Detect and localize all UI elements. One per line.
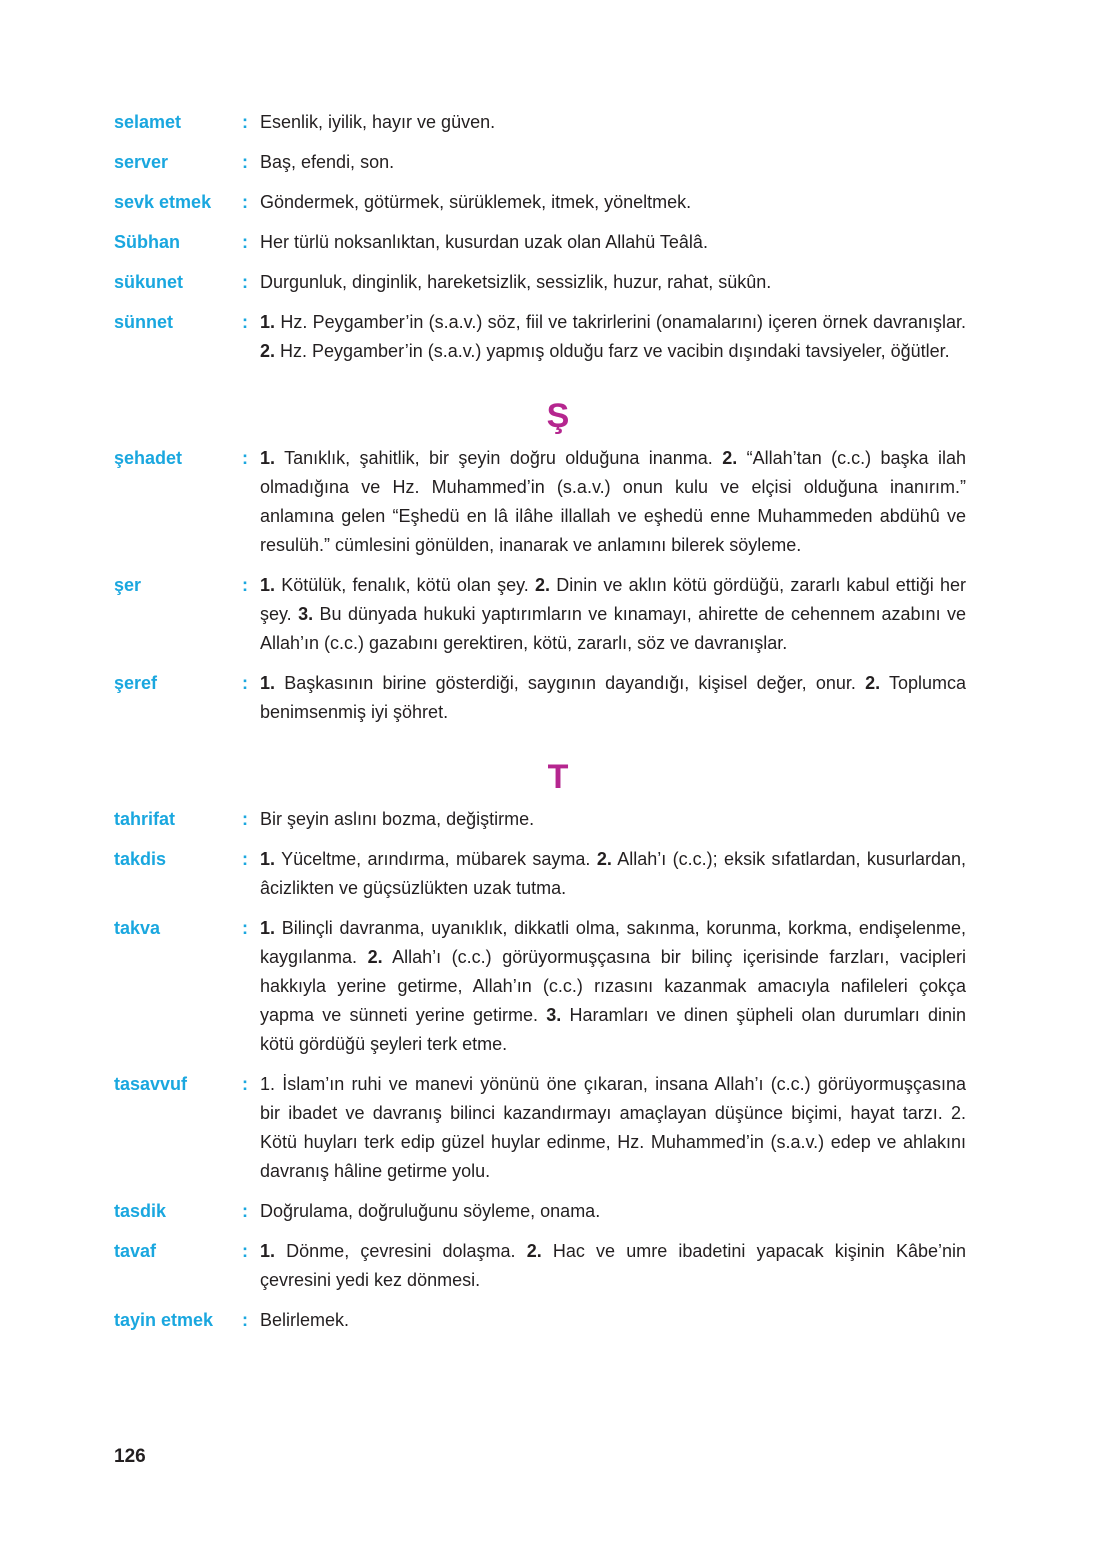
definition-text: Başkasının birine gösterdiği, saygının dayandığı, kişisel değer, onur. (275, 673, 866, 693)
definition-text: Yüceltme, arındırma, mübarek sayma. (275, 849, 597, 869)
definition-text: Doğrulama, doğruluğunu söyleme, onama. (260, 1201, 601, 1221)
entry-colon: : (242, 809, 248, 829)
entry-colon: : (242, 112, 248, 132)
definition-number: 1. (260, 575, 276, 595)
entry-colon: : (242, 1310, 248, 1330)
entry-term: Sübhan (114, 232, 180, 252)
entry-definition (260, 1237, 966, 1295)
entry-term: sükunet (114, 272, 184, 292)
definition-number: 2. (260, 341, 276, 361)
definition-text: Allah’ı (c.c.) görüyormuşçasına bir bilinç içerisinde farzları, vacipleri hakkıyla yerine getirme, Allah’ın (c.c.) rızasını kazanmak amacıyla nafileleri çokça yapma ve sünneti yerine getirme. (260, 947, 966, 1025)
entry-definition (260, 108, 966, 137)
definition-text: Bilinçli davranma, uyanıklık, dikkatli olma, sakınma, korunma, korkma, endişelenme, kaygılanma. (260, 918, 966, 967)
entry-colon: : (242, 673, 248, 693)
glossary-entry (114, 914, 966, 1059)
definition-number: 1. (260, 849, 276, 869)
definition-text: Toplumca benimsenmiş iyi şöhret. (260, 673, 966, 722)
glossary-list (114, 108, 966, 1346)
definition-text: Baş, efendi, son. (260, 152, 395, 172)
glossary-entry (114, 148, 966, 177)
definition-text: Dönme, çevresini dolaşma. (275, 1241, 527, 1261)
entry-definition (260, 845, 966, 903)
glossary-entry (114, 669, 966, 727)
entry-term: tasavvuf (114, 1074, 188, 1094)
entry-definition (260, 444, 966, 560)
entry-term: şer (114, 575, 142, 595)
definition-text: Durgunluk, dinginlik, hareketsizlik, sessizlik, huzur, rahat, sükûn. (260, 272, 772, 292)
entry-definition (260, 805, 966, 834)
definition-number: 2. (367, 947, 383, 967)
definition-text: “Allah’tan (c.c.) başka ilah olmadığına ve Hz. Muhammed’in (s.a.v.) onun kulu ve elçisi olduğuna inanırım.” anlamına gelen “Eşhedü en lâ ilâhe illallah ve eşhedü enne Muhammeden abdühû ve resulüh.” cümlesini gönülden, inanarak ve anlamını bilerek söyleme. (260, 448, 966, 555)
glossary-entry (114, 444, 966, 560)
definition-number: 3. (546, 1005, 562, 1025)
definition-text: Haramları ve dinen şüpheli olan durumları dinin kötü gördüğü şeyleri terk etme. (260, 1005, 966, 1054)
entry-colon: : (242, 232, 248, 252)
definition-number: 1. (260, 1241, 276, 1261)
definition-text: Dinin ve aklın kötü gördüğü, zararlı kabul ettiği her şey. (260, 575, 966, 624)
entry-colon: : (242, 312, 248, 332)
entry-definition (260, 1197, 966, 1226)
definition-text: Esenlik, iyilik, hayır ve güven. (260, 112, 496, 132)
definition-number: 3. (298, 604, 314, 624)
entry-definition (260, 571, 966, 658)
glossary-entry (114, 1237, 966, 1295)
entry-term: sünnet (114, 312, 174, 332)
definition-number: 2. (535, 575, 551, 595)
entry-term: takva (114, 918, 161, 938)
entry-definition (260, 1306, 966, 1335)
glossary-entry (114, 805, 966, 834)
entry-colon: : (242, 849, 248, 869)
entry-term: tasdik (114, 1201, 167, 1221)
glossary-entry (114, 308, 966, 366)
glossary-entry (114, 268, 966, 297)
entry-definition (260, 188, 966, 217)
entry-definition (260, 148, 966, 177)
entry-term: tavaf (114, 1241, 157, 1261)
definition-number: 2. (722, 448, 738, 468)
entry-term: sevk etmek (114, 192, 212, 212)
glossary-entry (114, 845, 966, 903)
glossary-entry (114, 571, 966, 658)
entry-colon: : (242, 192, 248, 212)
definition-text: Bu dünyada hukuki yaptırımların ve kınamayı, ahirette de cehennem azabını ve Allah’ın (c.c.) gazabını gerektiren, kötü, zararlı, söz ve davranışlar. (260, 604, 966, 653)
entry-term: tahrifat (114, 809, 176, 829)
definition-text: Hz. Peygamber’in (s.a.v.) söz, fiil ve takrirlerini (onamalarını) içeren örnek davranışlar. (275, 312, 966, 332)
definition-number: 2. (865, 673, 881, 693)
entry-definition (260, 228, 966, 257)
entry-term: server (114, 152, 169, 172)
entry-definition (260, 308, 966, 366)
entry-definition (260, 268, 966, 297)
entry-colon: : (242, 575, 248, 595)
definition-text: Allah’ı (c.c.); eksik sıfatlardan, kusurlardan, âcizlikten ve güçsüzlükten uzak tutma. (260, 849, 966, 898)
entry-definition (260, 669, 966, 727)
entry-colon: : (242, 272, 248, 292)
entry-colon: : (242, 918, 248, 938)
entry-term: şehadet (114, 448, 183, 468)
definition-number: 1. (260, 448, 276, 468)
definition-text: Her türlü noksanlıktan, kusurdan uzak olan Allahü Teâlâ. (260, 232, 708, 252)
entry-term: şeref (114, 673, 158, 693)
glossary-entry (114, 188, 966, 217)
entry-term: takdis (114, 849, 167, 869)
page-number: 126 (114, 1446, 146, 1467)
entry-colon: : (242, 448, 248, 468)
glossary-entry (114, 228, 966, 257)
section-letter: T (547, 758, 569, 796)
definition-text: 1. İslam’ın ruhi ve manevi yönünü öne çıkaran, insana Allah’ı (c.c.) görüyormuşçasına bir ibadet ve davranış bilinci kazandırmayı amaçlayan düşünce biçimi, hayat tarzı. 2. Kötü huyları terk edip güzel huylar edinme, Hz. Muhammed’in (s.a.v.) edep ve ahlakını davranış hâline getirme yolu. (260, 1074, 966, 1181)
definition-number: 2. (526, 1241, 542, 1261)
entry-definition (260, 914, 966, 1059)
glossary-entry (114, 1070, 966, 1186)
definition-text: Tanıklık, şahitlik, bir şeyin doğru olduğuna inanma. (275, 448, 723, 468)
definition-text: Kötülük, fenalık, kötü olan şey. (275, 575, 535, 595)
definition-number: 1. (260, 673, 276, 693)
definition-text: Belirlemek. (260, 1310, 350, 1330)
entry-definition (260, 1070, 966, 1186)
entry-colon: : (242, 1201, 248, 1221)
definition-number: 1. (260, 918, 276, 938)
glossary-entry (114, 1306, 966, 1335)
definition-number: 2. (596, 849, 612, 869)
entry-term: tayin etmek (114, 1310, 214, 1330)
entry-term: selamet (114, 112, 182, 132)
definition-text: Hz. Peygamber’in (s.a.v.) yapmış olduğu farz ve vacibin dışındaki tavsiyeler, öğütler. (275, 341, 950, 361)
glossary-entry (114, 108, 966, 137)
definition-text: Bir şeyin aslını bozma, değiştirme. (260, 809, 535, 829)
definition-number: 1. (260, 312, 276, 332)
entry-colon: : (242, 1074, 248, 1094)
glossary-entry (114, 1197, 966, 1226)
entry-colon: : (242, 1241, 248, 1261)
definition-text: Göndermek, götürmek, sürüklemek, itmek, yöneltmek. (260, 192, 692, 212)
definition-text: Hac ve umre ibadetini yapacak kişinin Kâbe’nin çevresini yedi kez dönmesi. (260, 1241, 966, 1290)
entry-colon: : (242, 152, 248, 172)
section-letter: Ş (546, 397, 570, 435)
